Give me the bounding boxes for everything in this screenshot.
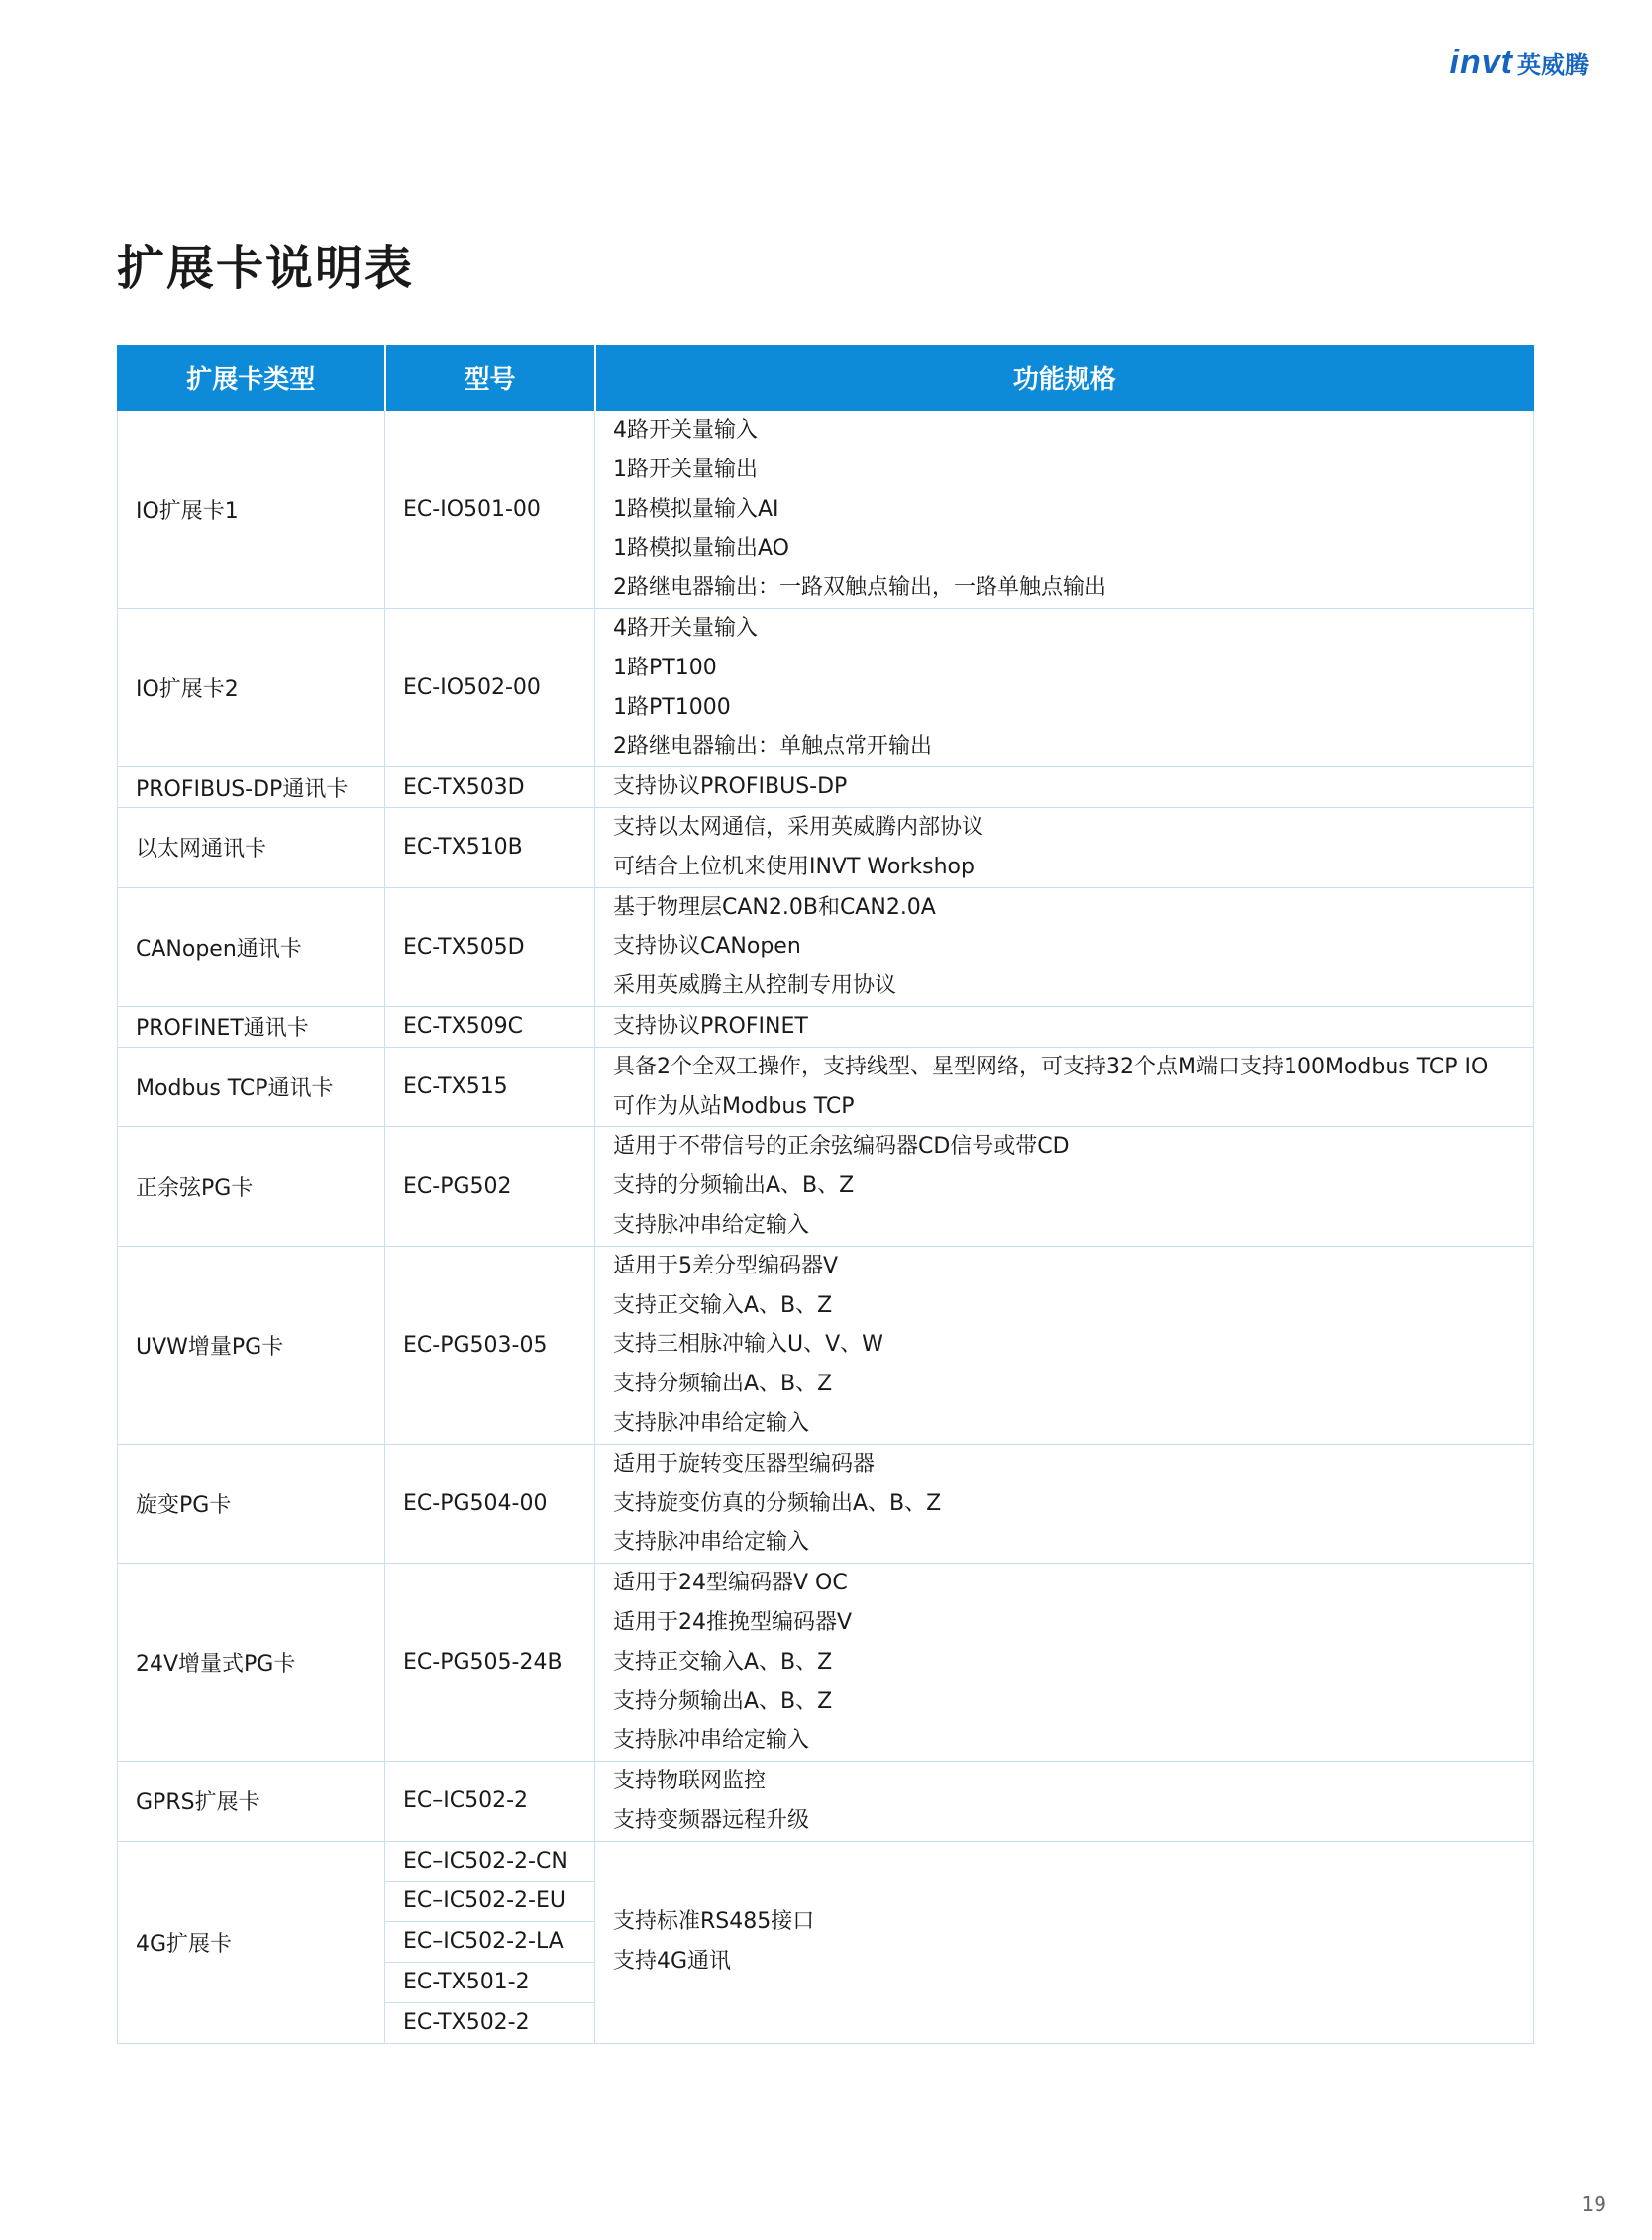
features-cell: [595, 1762, 1534, 1842]
feature-line: 支持脉冲串给定输入: [613, 1212, 810, 1238]
features-cell: [595, 1564, 1534, 1762]
table-row: [118, 608, 1534, 766]
feature-line: 1路开关量输出: [613, 457, 758, 482]
card-type-cell: 正余弦PG卡: [118, 1127, 385, 1246]
feature-line: 适用于5差分型编码器V: [613, 1253, 839, 1278]
model-cell: EC-TX515: [385, 1047, 595, 1127]
page-number: 19: [1581, 2192, 1606, 2216]
feature-line: 支持协议PROFINET: [613, 1013, 808, 1039]
feature-line: 支持正交输入A、B、Z: [613, 1649, 833, 1675]
card-type-cell: UVW增量PG卡: [118, 1246, 385, 1444]
model-cell: [385, 1922, 595, 1963]
features-cell: [595, 1444, 1534, 1563]
column-header-features: 功能规格: [595, 346, 1534, 411]
model-cell: EC–IC502-2: [385, 1762, 595, 1842]
model-cell: EC-IO502-00: [385, 608, 595, 766]
model-line: EC–IC502-2-LA: [403, 1929, 564, 1955]
brand-logo: [1450, 44, 1589, 82]
feature-line: 支持分频输出A、B、Z: [613, 1688, 833, 1714]
feature-line: 支持脉冲串给定输入: [613, 1530, 810, 1556]
feature-line: 支持变频器远程升级: [613, 1807, 810, 1833]
card-type-cell: IO扩展卡2: [118, 608, 385, 766]
card-type-cell: IO扩展卡1: [118, 411, 385, 609]
table-row: [118, 1762, 1534, 1842]
feature-line: 支持脉冲串给定输入: [613, 1410, 810, 1436]
model-cell: EC-PG504-00: [385, 1444, 595, 1563]
feature-line: 1路PT1000: [613, 694, 731, 720]
model-line: EC–IC502-2-CN: [403, 1848, 568, 1874]
column-header-model: 型号: [385, 346, 595, 411]
card-type-cell: Modbus TCP通讯卡: [118, 1047, 385, 1127]
model-cell: [385, 1882, 595, 1922]
table-header-row: [118, 346, 1534, 411]
model-line: EC-TX502-2: [403, 2009, 530, 2035]
feature-line: 4路开关量输入: [613, 418, 758, 443]
model-cell: EC-PG505-24B: [385, 1564, 595, 1762]
card-type-cell: GPRS扩展卡: [118, 1762, 385, 1842]
feature-line: 适用于旋转变压器型编码器: [613, 1451, 876, 1476]
expansion-card-table: [117, 345, 1534, 2044]
features-cell: [595, 608, 1534, 766]
table-row: [118, 1246, 1534, 1444]
table-row: [118, 887, 1534, 1006]
table-row: [118, 1564, 1534, 1762]
table-row: [118, 767, 1534, 808]
brand-name: 英威腾: [1517, 51, 1589, 79]
table-row: [118, 411, 1534, 609]
features-cell: [595, 1006, 1534, 1047]
features-cell: [595, 1841, 1534, 2043]
model-cell: [385, 1963, 595, 2003]
column-header-type: 扩展卡类型: [118, 346, 385, 411]
feature-line: 支持物联网监控: [613, 1769, 767, 1794]
feature-line: 适用于不带信号的正余弦编码器CD信号或带CD: [613, 1134, 1070, 1160]
feature-line: 支持协议PROFIBUS-DP: [613, 774, 848, 800]
card-type-cell: 旋变PG卡: [118, 1444, 385, 1563]
feature-line: 1路模拟量输入AI: [613, 496, 779, 522]
model-cell: [385, 1841, 595, 1882]
model-cell: [385, 2002, 595, 2043]
feature-line: 采用英威腾主从控制专用协议: [613, 973, 897, 999]
feature-line: 4路开关量输入: [613, 615, 758, 641]
features-cell: [595, 807, 1534, 887]
model-cell: EC-PG502: [385, 1127, 595, 1246]
model-cell: EC-PG503-05: [385, 1246, 595, 1444]
feature-line: 1路模拟量输出AO: [613, 536, 789, 561]
table-row: [118, 1841, 1534, 1882]
feature-line: 1路PT100: [613, 655, 717, 680]
table-row: [118, 1444, 1534, 1563]
feature-line: 可作为从站Modbus TCP: [613, 1093, 855, 1119]
features-cell: [595, 887, 1534, 1006]
features-cell: [595, 411, 1534, 609]
model-cell: EC-IO501-00: [385, 411, 595, 609]
card-type-cell: PROFIBUS-DP通讯卡: [118, 767, 385, 808]
feature-line: 可结合上位机来使用INVT Workshop: [613, 854, 975, 879]
table-row: [118, 1006, 1534, 1047]
table-row: [118, 1127, 1534, 1246]
feature-line: 适用于24型编码器V OC: [613, 1571, 848, 1596]
features-cell: [595, 767, 1534, 808]
feature-line: 支持正交输入A、B、Z: [613, 1292, 833, 1318]
feature-line: 支持协议CANopen: [613, 934, 801, 960]
table-row: [118, 1047, 1534, 1127]
feature-line: 支持脉冲串给定输入: [613, 1728, 810, 1754]
feature-line: 支持4G通讯: [613, 1949, 732, 1975]
feature-line: 支持旋变仿真的分频输出A、B、Z: [613, 1490, 942, 1516]
features-cell: [595, 1246, 1534, 1444]
feature-line: 适用于24推挽型编码器V: [613, 1609, 853, 1635]
feature-line: 基于物理层CAN2.0B和CAN2.0A: [613, 894, 936, 920]
feature-line: 支持三相脉冲输入U、V、W: [613, 1332, 883, 1358]
card-type-cell: 4G扩展卡: [118, 1841, 385, 2043]
model-cell: EC-TX510B: [385, 807, 595, 887]
feature-line: 2路继电器输出：一路双触点输出，一路单触点输出: [613, 575, 1106, 601]
card-type-cell: 24V增量式PG卡: [118, 1564, 385, 1762]
brand-mark: invt: [1449, 44, 1513, 81]
card-type-cell: 以太网通讯卡: [118, 807, 385, 887]
feature-line: 2路继电器输出：单触点常开输出: [613, 734, 932, 760]
model-cell: EC-TX509C: [385, 1006, 595, 1047]
feature-line: 支持分频输出A、B、Z: [613, 1372, 833, 1397]
model-cell: EC-TX503D: [385, 767, 595, 808]
card-type-cell: PROFINET通讯卡: [118, 1006, 385, 1047]
features-cell: [595, 1127, 1534, 1246]
model-cell: EC-TX505D: [385, 887, 595, 1006]
feature-line: 支持的分频输出A、B、Z: [613, 1173, 855, 1199]
feature-line: 支持以太网通信，采用英威腾内部协议: [613, 814, 984, 840]
feature-line: 支持标准RS485接口: [613, 1909, 815, 1935]
table-row: [118, 807, 1534, 887]
model-line: EC-TX501-2: [403, 1970, 530, 1995]
feature-line: 具备2个全双工操作，支持线型、星型网络，可支持32个点M端口支持100Modbus TCP IO: [613, 1054, 1489, 1079]
card-type-cell: CANopen通讯卡: [118, 887, 385, 1006]
page-title: 扩展卡说明表: [117, 241, 415, 296]
features-cell: [595, 1047, 1534, 1127]
model-line: EC–IC502-2-EU: [403, 1888, 566, 1914]
